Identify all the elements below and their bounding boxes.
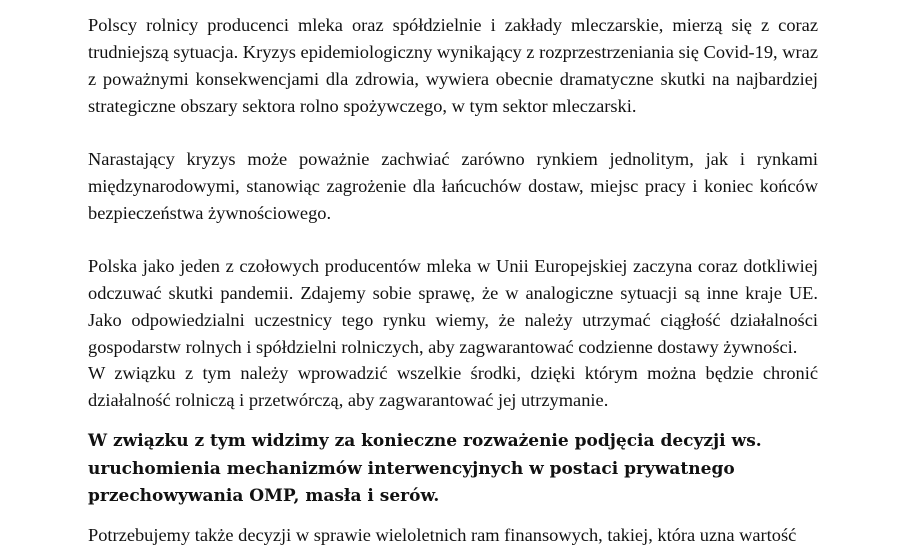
paragraph-financial-framework: Potrzebujemy także decyzji w sprawie wieloletnich ram finansowych, takiej, która uzna wartość (88, 525, 797, 545)
paragraph-market-threat: Narastający kryzys może poważnie zachwiać zarówno rynkiem jednolitym, jak i rynkami międzynarodowymi, stanowiąc zagrożenie dla łańcuchów dostaw, miejsc pracy i koniec końców bezpieczeństwa żywnościowego. (88, 149, 818, 223)
paragraph-poland-milk-producer: Polska jako jeden z czołowych producentów mleka w Unii Europejskiej zaczyna coraz dotkliwiej odczuwać skutki pandemii. Zdajemy sobie sprawę, że w analogiczne sytuacji są inne kraje UE. Jako odpowiedzialni uczestnicy tego rynku wiemy, że należy utrzymać ciągłość działalności gospodarstw rolnych i spółdzielni rolniczych, aby zagwarantować codzienne dostawy żywności. (88, 256, 818, 357)
paragraph-protective-measures: W związku z tym należy wprowadzić wszelkie środki, dzięki którym można będzie chronić działalność rolniczą i przetwórczą, aby zagwarantować jej utrzymanie. (88, 363, 818, 410)
paragraph-intervention-request: W związku z tym widzimy za konieczne rozważenie podjęcia decyzji ws. uruchomienia mechanizmów interwencyjnych w postaci prywatnego przechowywania OMP, masła i serów. (88, 431, 762, 506)
paragraph-dairy-crisis-intro: Polscy rolnicy producenci mleka oraz spółdzielnie i zakłady mleczarskie, mierzą się z coraz trudniejszą sytuacja. Kryzys epidemiologiczny wynikający z rozprzestrzeniania się Covid-19, wraz z poważnymi konsekwencjami dla zdrowia, wywiera obecnie dramatyczne skutki na najbardziej strategiczne obszary sektora rolno spożywczego, w tym sektor mleczarski. (88, 15, 818, 116)
